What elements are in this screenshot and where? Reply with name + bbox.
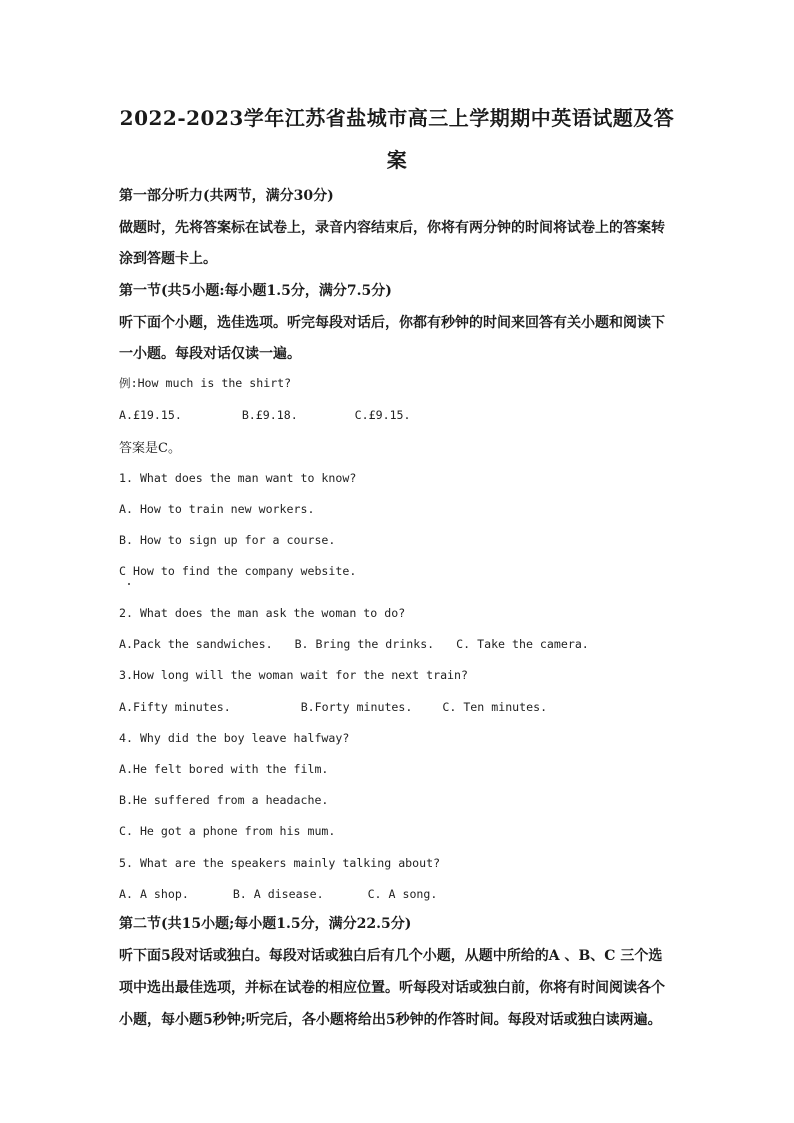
page-title-continued: 案 [386,148,408,172]
section2-instructions-end: 小题，每小题5秒钟;听完后，各小题将给出5秒钟的作答时间。每段对话或独白读两遍。 [119,1012,662,1028]
question-3-option-c: C. Ten minutes. [442,700,548,714]
question-1-option-b: B. How to sign up for a course. [119,533,336,547]
question-5-options [119,887,437,901]
example-question: 例:How much is the shirt? [119,376,292,390]
question-5-option-b: B. A disease. [232,887,324,901]
section1-heading: 第一节(共5小题:每小题1.5分，满分7.5分) [119,283,392,299]
question-3: 3.How long will the woman wait for the next train? [119,668,469,682]
question-4-option-a: A.He felt bored with the film. [119,762,329,776]
question-3-options [119,700,547,714]
question-3-option-a: A.Fifty minutes. [119,700,231,714]
question-2-option-c: C. Take the camera. [456,637,589,651]
section1-instructions: 听下面个小题，选佳选项。听完每段对话后，你都有秒钟的时间来回答有关小题和阅读下 [119,315,665,331]
question-5-option-c: C. A song. [367,887,438,901]
section1-instructions-continued: 一小题。每段对话仅读一遍。 [119,346,301,362]
part1-heading: 第一部分听力(共两节，满分30分) [119,188,334,204]
example-options [119,408,411,422]
question-1: 1. What does the man want to know? [119,471,357,485]
section2-instructions: 听下面5段对话或独白。每段对话或独白后有几个小题，从题中所给的A 、B、C 三个选 [119,948,663,964]
question-2: 2. What does the man ask the woman to do? [119,606,406,620]
example-option-b: B.£9.18. [241,408,298,422]
question-2-option-a: A.Pack the sandwiches. [119,637,273,651]
example-option-c: C.£9.15. [354,408,411,422]
question-4: 4. Why did the boy leave halfway? [119,731,350,745]
question-2-options [119,637,589,651]
example-answer: 答案是C。 [119,441,181,456]
question-2-option-b: B. Bring the drinks. [294,637,435,651]
question-4-option-b: B.He suffered from a headache. [119,793,329,807]
example-option-a: A.£19.15. [119,408,182,422]
question-1-option-a: A. How to train new workers. [119,502,315,516]
question-5: 5. What are the speakers mainly talking about? [119,856,441,870]
question-5-option-a: A. A shop. [119,887,189,901]
question-3-option-b: B.Forty minutes. [300,700,413,714]
part1-instructions: 做题时，先将答案标在试卷上，录音内容结束后，你将有两分钟的时间将试卷上的答案转 [119,220,665,236]
question-1-option-c: C How to find the company website. [119,564,357,578]
page-title: 2022-2023学年江苏省盐城市高三上学期期中英语试题及答 [119,106,675,130]
part1-instructions-continued: 涂到答题卡上。 [119,251,217,267]
section2-instructions-continued: 项中选出最佳选项，并标在试卷的相应位置。听每段对话或独白前，你将有时间阅读各个 [119,980,665,996]
stray-dot [128,583,130,585]
question-4-option-c: C. He got a phone from his mum. [119,824,336,838]
section2-heading: 第二节(共15小题;每小题1.5分，满分22.5分) [119,916,412,932]
